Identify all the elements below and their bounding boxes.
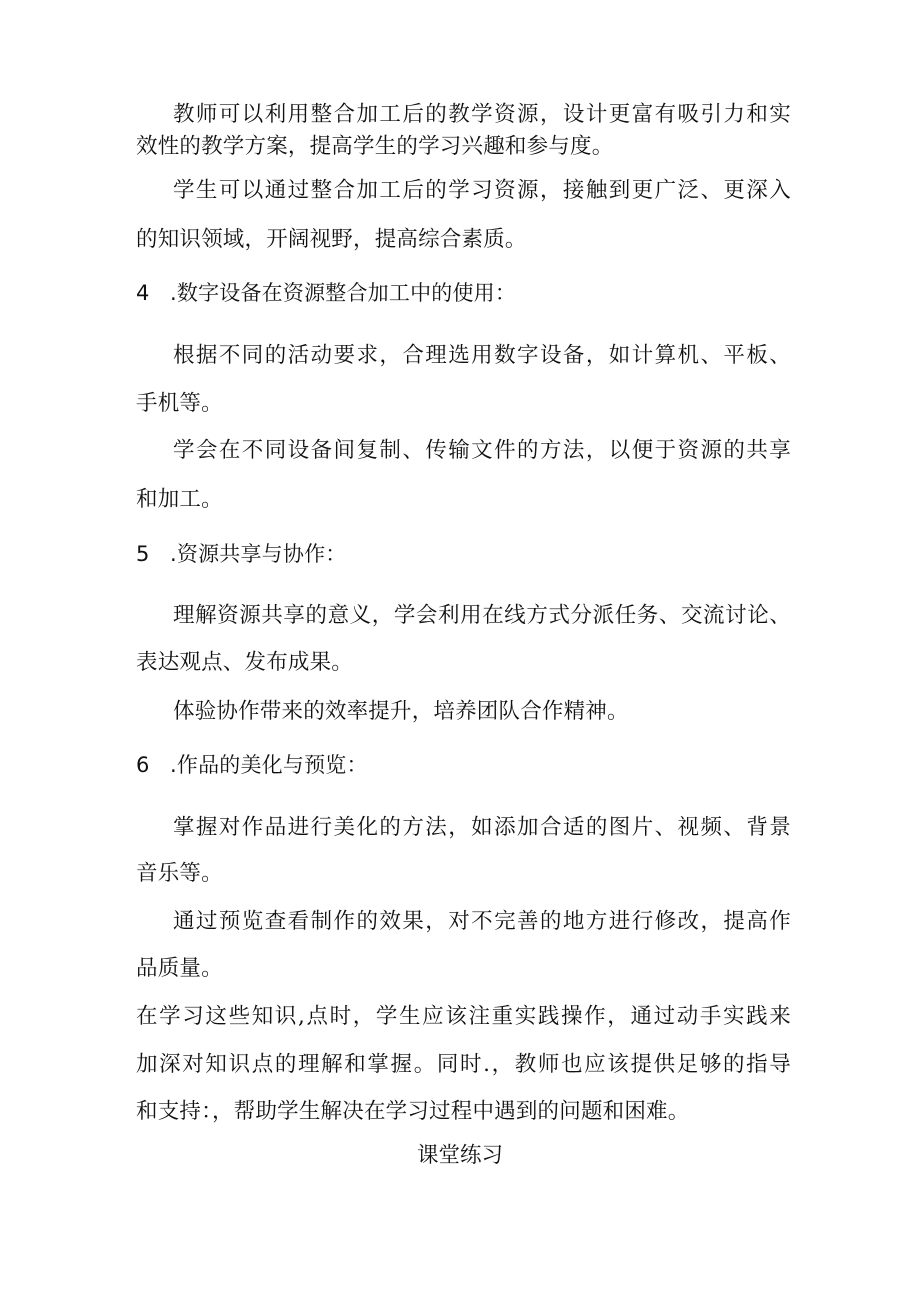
section-6-heading	[136, 750, 368, 780]
paragraph-1-line-2: 效性的教学方案，提高学生的学习兴趣和参与度。	[136, 134, 614, 159]
section-5-paragraph-1-line-1: 理解资源共享的意义，学会利用在线方式分派任务、交流讨论、	[173, 603, 791, 628]
section-4-paragraph-1-line-2: 手机等。	[136, 391, 223, 416]
section-5-paragraph-2-line-1: 体验协作带来的效率提升，培养团队合作精神。	[173, 699, 629, 724]
closing-line-2: 加深对知识点的理解和掌握。同时.，教师也应该提供足够的指导	[136, 1052, 791, 1077]
next-section-title: 课堂练习	[416, 1143, 503, 1168]
section-6-paragraph-2-line-1: 通过预览查看制作的效果，对不完善的地方进行修改，提高作	[173, 909, 791, 934]
section-4-paragraph-2-line-2: 和加工。	[136, 487, 223, 512]
section-5-number: 5	[136, 542, 150, 566]
section-4-heading	[136, 278, 516, 308]
section-4-paragraph-2-line-1: 学会在不同设备间复制、传输文件的方法，以便于资源的共享	[173, 438, 791, 463]
section-5-heading	[136, 539, 346, 569]
section-6-number: 6	[136, 753, 150, 777]
section-6-paragraph-2-line-2: 品质量。	[136, 956, 223, 981]
section-4-paragraph-1-line-1: 根据不同的活动要求，合理选用数字设备，如计算机、平板、	[173, 343, 791, 368]
section-5-paragraph-1-line-2: 表达观点、发布成果。	[136, 650, 354, 675]
paragraph-2-line-1: 学生可以通过整合加工后的学习资源，接触到更广泛、更深入	[173, 178, 791, 203]
section-5-title: .资源共享与协作：	[170, 542, 347, 566]
closing-line-1: 在学习这些知识,点时，学生应该注重实践操作，通过动手实践来	[136, 1004, 791, 1029]
section-6-title: .作品的美化与预览：	[170, 753, 368, 777]
section-4-title: .数字设备在资源整合加工中的使用：	[170, 281, 517, 305]
section-6-paragraph-1-line-2: 音乐等。	[136, 861, 223, 886]
paragraph-2-line-2: 的知识领域，开阔视野，提高综合素质。	[136, 227, 527, 252]
closing-line-3: 和支持：，帮助学生解决在学习过程中遇到的问题和困难。	[136, 1099, 690, 1124]
section-4-number: 4	[136, 281, 150, 305]
paragraph-1-line-1: 教师可以利用整合加工后的教学资源，设计更富有吸引力和实	[173, 102, 791, 127]
section-6-paragraph-1-line-1: 掌握对作品进行美化的方法，如添加合适的图片、视频、背景	[173, 815, 791, 840]
